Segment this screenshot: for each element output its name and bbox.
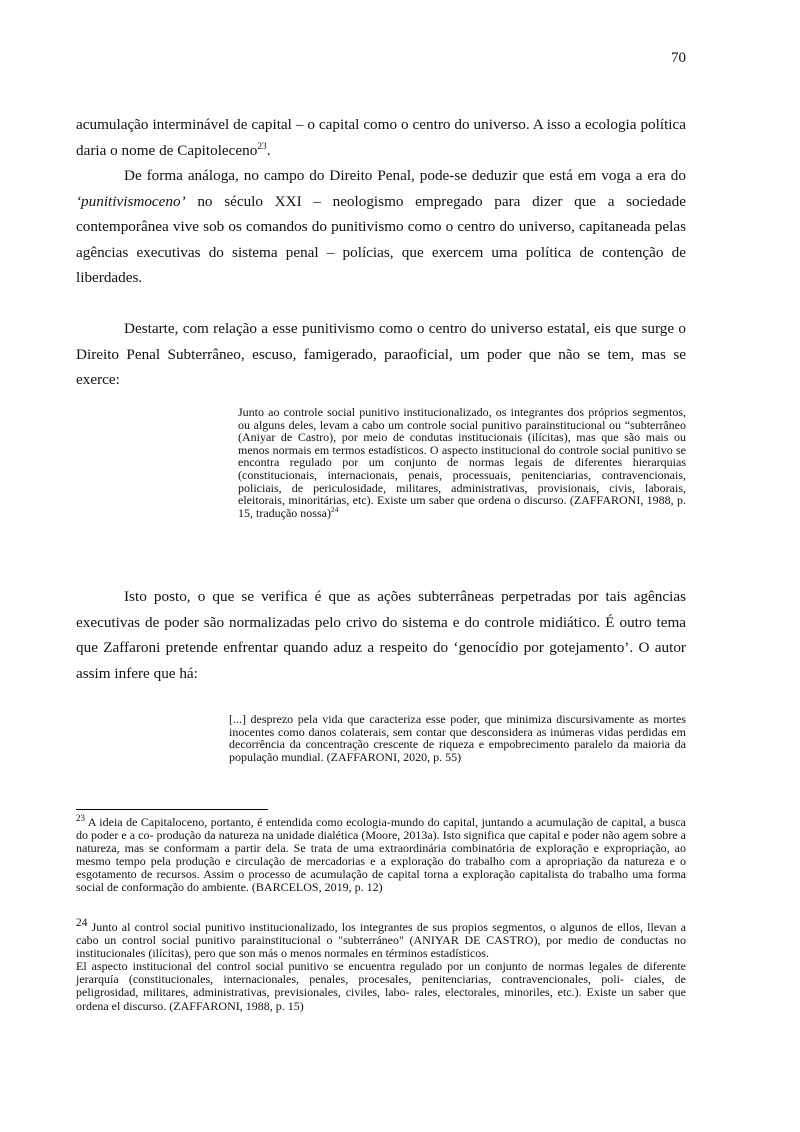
footnote-24	[76, 917, 686, 1013]
footnote-23-mark: 23	[76, 813, 85, 823]
block-quote-2: [...] desprezo pela vida que caracteriza esse poder, que minimiza discursivamente as mortes inocentes como danos colaterais, sem contar que desconsidera as inúmeras vidas perdidas em decorrência da concentração crescente de riqueza e empobrecimento paralelo da maioria da população mundial. (ZAFFARONI, 2020, p. 55)	[229, 712, 686, 764]
footnote-ref-23[interactable]: 23	[257, 141, 267, 152]
paragraph-1-end: .	[266, 141, 271, 159]
paragraph-2	[76, 163, 686, 291]
footnote-23-text: A ideia de Capitaloceno, portanto, é entendida como ecologia-mundo do capital, juntando a acumulação de capital, a busca do poder e a co- produção da natureza na unidade dialética (Moore, 2013a). Isto significa que capital e poder não agem sobre a natureza, mas se conformam a partir dela. Se trata de uma extraordinária combinatória de exploração e expropriação, ao mesmo tempo pela produção e circulação de mercadorias e a exploração do trabalho com a apropriação da natureza e o esgotamento de recursos. Assim o processo de acumulação de capital torna a exploração capitalista do trabalho uma forma social de conformação do ambiente. (BARCELOS, 2019, p. 12)	[76, 815, 686, 895]
paragraph-2-italic-term: ‘punitivismoceno’	[76, 192, 186, 210]
footnote-24-text-2: El aspecto institucional del control social punitivo se encuentra regulado por un conjunto de normas legales de diferente jerarquía (constitucionales, internacionales, penales, procesales, penitenciarias, contravencionales, poli- ciales, de peligrosidad, militares, administrativas, previsionales, civiles, labo- rales, electorales, minoriles, etc.). Existe un saber que ordena el discurso. (ZAFFARONI, 1988, p. 15)	[76, 959, 686, 1013]
page-number: 70	[671, 50, 686, 66]
paragraph-1-text: acumulação interminável de capital – o capital como o centro do universo. A isso a ecologia política daria o nome de Capitoleceno	[76, 116, 686, 159]
paragraph-2-before: De forma análoga, no campo do Direito Penal, pode-se deduzir que está em voga a era do	[124, 167, 686, 184]
footnote-23	[76, 813, 686, 895]
block-quote-1	[238, 406, 686, 519]
paragraph-3: Destarte, com relação a esse punitivismo como o centro do universo estatal, eis que surge o Direito Penal Subterrâneo, escuso, famigerado, paraoficial, um poder que não se tem, mas se exerce:	[76, 320, 686, 388]
paragraph-4: Isto posto, o que se verifica é que as ações subterrâneas perpetradas por tais agências executivas de poder são normalizadas pelo crivo do sistema e do controle midiático. É outro tema que Zaffaroni pretende enfrentar quando aduz a respeito do ‘genocídio por gotejamento’. O autor assim infere que há:	[76, 588, 686, 682]
block-quote-1-text: Junto ao controle social punitivo institucionalizado, os integrantes dos próprios segmentos, ou alguns deles, levam a cabo um controle social punitivo parainstitucional ou “subterrâneo (Aniyar de Castro), por meio de condutas institucionais (ilícitas), mas que são mais ou menos normais em termos estadísticos. O aspecto institucional do controle social punitivo se encontra regulado por um conjunto de normas legais de diferentes hierarquias (constitucionais, internacionais, penais, processuais, penitenciarias, contravencionais, policiais, de periculosidade, militares, administrativas, provisionais, civis, laborais, eleitorais, minoritárias, etc). Existe um saber que ordena o discurso. (ZAFFARONI, 1988, p. 15, tradução nossa)	[238, 405, 686, 520]
footnote-24-text: Junto al control social punitivo institucionalizado, los integrantes de sus propios segmentos, o algunos de ellos, llevan a cabo un control social punitivo parainstitucional o "subterráneo" (ANIYAR DE CASTRO), por medio de conductas no institucionales (ilícitas), pero que son más o menos normales en términos estadísticos.	[76, 920, 686, 961]
paragraph-2-after: no século XXI – neologismo empregado para dizer que a sociedade contemporânea vive sob os comandos do punitivismo como o centro do universo, capitaneada pelas agências executivas do sistema penal – polícias, que exercem uma política de contenção de liberdades.	[76, 192, 686, 286]
paragraph-1	[76, 112, 686, 163]
footnote-ref-24[interactable]: 24	[330, 504, 339, 514]
footnote-24-mark: 24	[76, 917, 88, 929]
footnote-separator	[76, 809, 268, 810]
